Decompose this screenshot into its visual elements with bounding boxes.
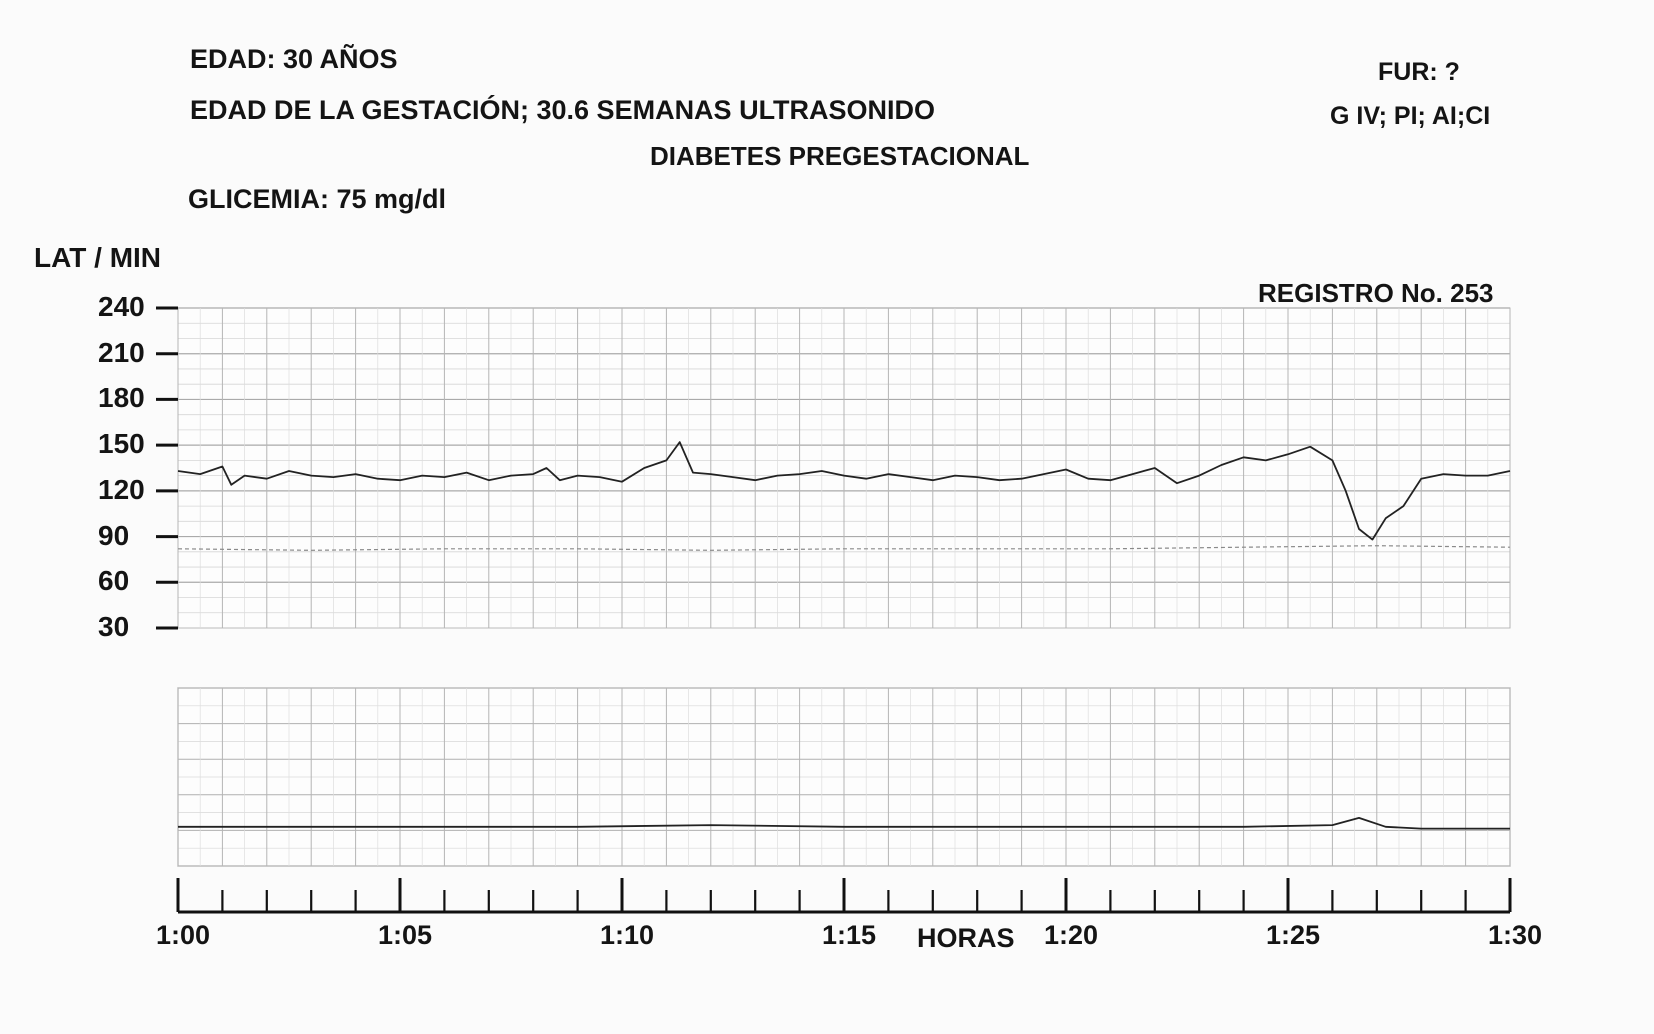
x-tick-label: 1:10 bbox=[600, 920, 655, 950]
time-axis bbox=[178, 878, 1510, 912]
y-tick-label: 30 bbox=[98, 611, 130, 642]
x-axis-label: HORAS bbox=[917, 923, 1015, 953]
fhr-grid bbox=[178, 308, 1510, 628]
x-tick-label: 1:00 bbox=[156, 920, 211, 950]
fhr-y-axis bbox=[156, 308, 178, 628]
x-tick-label: 1:05 bbox=[378, 920, 433, 950]
y-tick-label: 210 bbox=[98, 336, 145, 368]
x-tick-label: 1:15 bbox=[822, 920, 877, 950]
record-number-label: REGISTRO No. 253 bbox=[1258, 278, 1494, 308]
y-tick-label: 60 bbox=[98, 565, 130, 597]
obstetric-history-label: G IV; PI; AI;CI bbox=[1330, 102, 1491, 130]
y-tick-label: 240 bbox=[98, 291, 145, 322]
y-tick-label: 90 bbox=[98, 519, 130, 551]
uterine-grid bbox=[178, 688, 1510, 866]
age-label: EDAD: 30 AÑOS bbox=[190, 44, 398, 74]
y-tick-label: 120 bbox=[98, 473, 145, 505]
fur-label: FUR: ? bbox=[1378, 58, 1460, 86]
y-axis-label: LAT / MIN bbox=[34, 242, 162, 273]
x-tick-label: 1:25 bbox=[1266, 920, 1321, 950]
glycemia-label: GLICEMIA: 75 mg/dl bbox=[188, 184, 447, 214]
diagnosis-label: DIABETES PREGESTACIONAL bbox=[650, 141, 1030, 171]
y-tick-label: 150 bbox=[98, 428, 145, 460]
gestational-age-label: EDAD DE LA GESTACIÓN; 30.6 SEMANAS ULTRASONIDO bbox=[190, 95, 936, 125]
x-tick-label: 1:30 bbox=[1488, 920, 1543, 950]
y-tick-label: 180 bbox=[98, 382, 145, 414]
x-tick-label: 1:20 bbox=[1044, 920, 1099, 950]
